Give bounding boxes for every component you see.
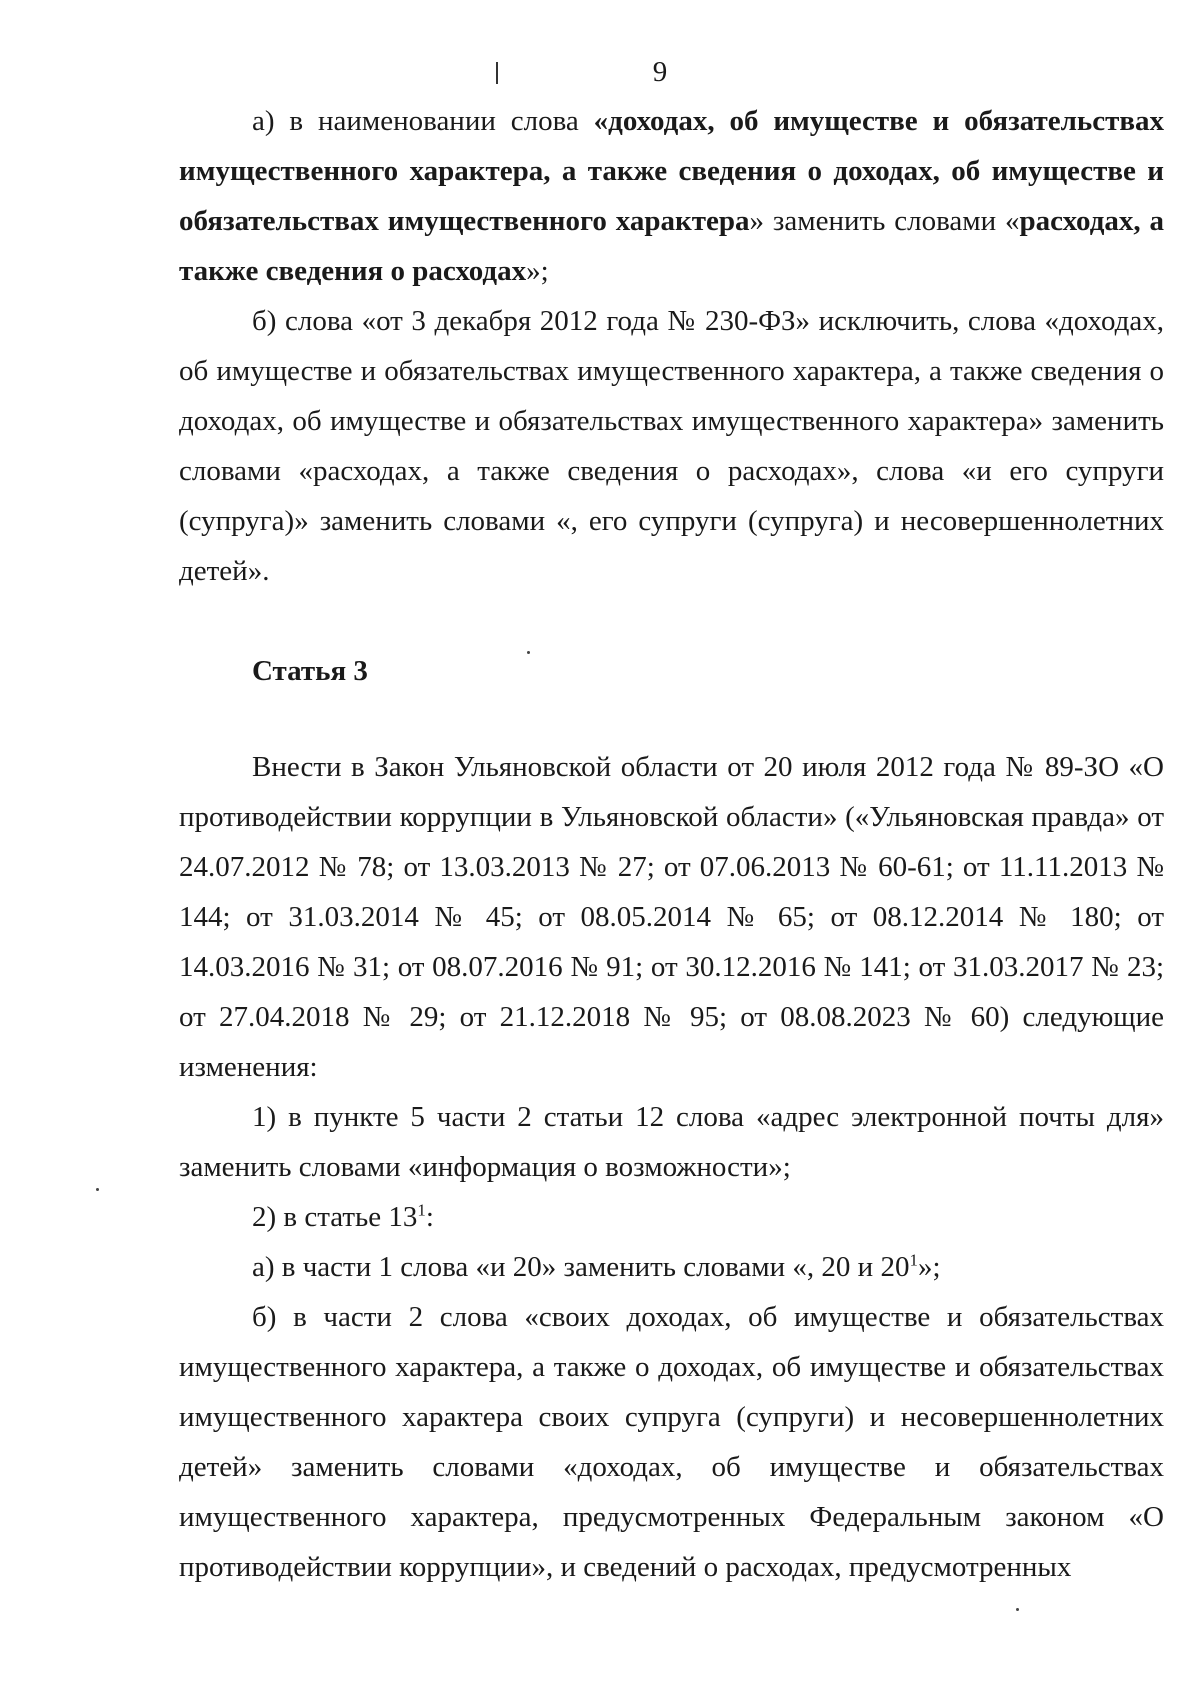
scan-dot — [1016, 1608, 1019, 1611]
paragraph-b: б) слова «от 3 декабря 2012 года № 230-ФЗ» исключить, слова «доходах, об имуществе и обязательствах имущественного характера, а также сведения о доходах, об имуществе и обязательствах имущественного характера» заменить словами «расходах, а также сведения о расходах», слова «и его супруги (супруга)» заменить словами «, его супруги (супруга) и несовершеннолетних детей». — [179, 305, 1164, 587]
paragraph-sub-a: а) в части 1 слова «и 20» заменить словами «, 20 и $20^1$»; — [252, 1250, 941, 1283]
paragraph-a: а) в наименовании слова «доходах, об имуществе и обязательствах имущественного характера, а также сведения о доходах, об имуществе и обязательствах имущественного характера» заменить словами «расходах, а также сведения о расходах»; — [179, 105, 1165, 287]
scan-dot — [96, 1188, 99, 1191]
document-body — [179, 96, 1164, 1592]
paragraph-sub-b: б) в части 2 слова «своих доходах, об имуществе и обязательствах имущественного характера, а также о доходах, об имуществе и обязательствах имущественного характера своих супруга (супруги) и несовершеннолетних детей» заменить словами «доходах, об имуществе и обязательствах имущественного характера, предусмотренных Федеральным законом «О противодействии коррупции», и сведений о расходах, предусмотренных — [179, 1301, 1164, 1583]
paragraph-item-1: 1) в пункте 5 части 2 статьи 12 слова «адрес электронной почты для» заменить словами «информация о возможности»; — [179, 1101, 1164, 1183]
paragraph-item-2: 2) в статье $13^1$: — [252, 1200, 434, 1233]
article-heading: Статья 3 — [252, 655, 368, 687]
paragraph-intro: Внести в Закон Ульяновской области от 20 июля 2012 года № 89-ЗО «О противодействии коррупции в Ульяновской области» («Ульяновская правда» от 24.07.2012 № 78; от 13.03.2013 № 27; от 07.06.2013 № 60-61; от 11.11.2013 № 144; от 31.03.2014 № 45; от 08.05.2014 № 65; от 08.12.2014 № 180; от 14.03.2016 № 31; от 08.07.2016 № 91; от 30.12.2016 № 141; от 31.03.2017 № 23; от 27.04.2018 № 29; от 21.12.2018 № 95; от 08.08.2023 № 60) следующие изменения: — [179, 751, 1164, 1083]
page-number: 9 — [652, 56, 668, 88]
